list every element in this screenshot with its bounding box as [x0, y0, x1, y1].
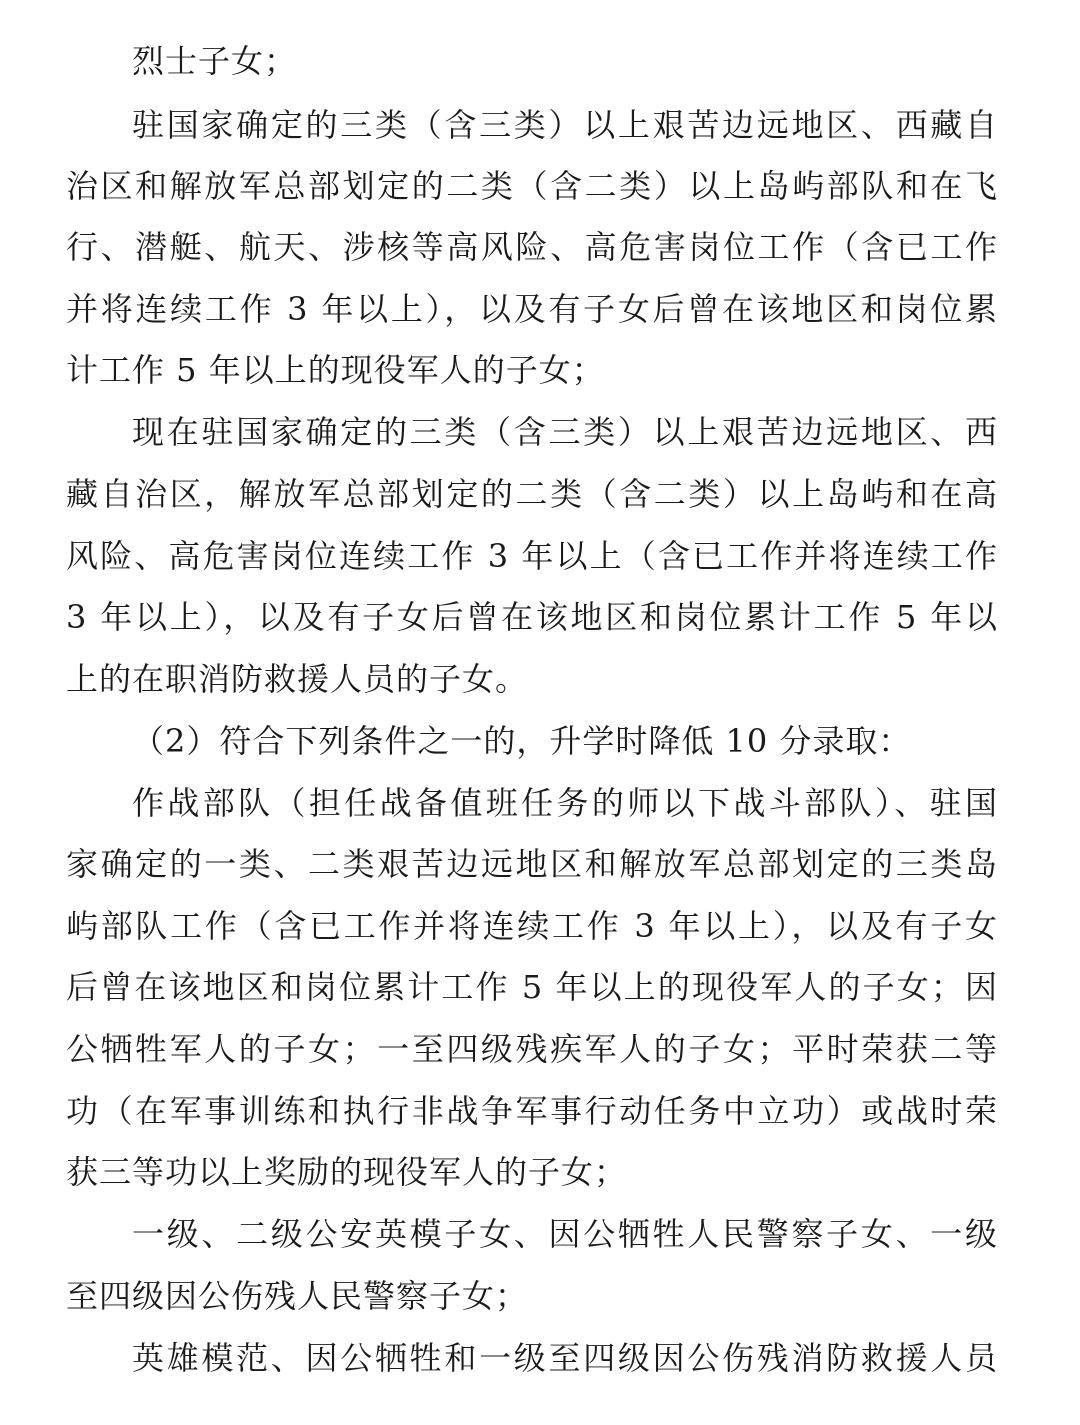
text-line: 上的在职消防救援人员的子女。	[66, 660, 529, 698]
text-line: 屿部队工作（含已工作并将连续工作 3 年以上），以及有子女	[66, 907, 998, 945]
text-line: 计工作 5 年以上的现役军人的子女；	[66, 351, 605, 389]
text-line: 后曾在该地区和岗位累计工作 5 年以上的现役军人的子女；因	[66, 968, 998, 1006]
text-line: 作战部队（担任战备值班任务的师以下战斗部队）、驻国	[132, 784, 998, 822]
text-line: 驻国家确定的三类（含三类）以上艰苦边远地区、西藏自	[132, 106, 998, 144]
text-line: 公牺牲军人的子女；一至四级残疾军人的子女；平时荣获二等	[66, 1030, 998, 1068]
text-line: 现在驻国家确定的三类（含三类）以上艰苦边远地区、西	[132, 413, 998, 451]
section-heading: （2）符合下列条件之一的，升学时降低 10 分录取：	[132, 722, 912, 760]
text-line: 藏自治区，解放军总部划定的二类（含二类）以上岛屿和在高	[66, 475, 998, 513]
text-line: 并将连续工作 3 年以上），以及有子女后曾在该地区和岗位累	[66, 290, 998, 328]
text-line: 行、潜艇、航天、涉核等高风险、高危害岗位工作（含已工作	[66, 228, 998, 266]
text-line: 功（在军事训练和执行非战争军事行动任务中立功）或战时荣	[66, 1092, 998, 1130]
text-line: 一级、二级公安英模子女、因公牺牲人民警察子女、一级	[132, 1215, 998, 1253]
text-line: 治区和解放军总部划定的二类（含二类）以上岛屿部队和在飞	[66, 167, 998, 205]
text-line: 烈士子女；	[132, 42, 298, 80]
text-line: 英雄模范、因公牺牲和一级至四级因公伤残消防救援人员	[132, 1339, 998, 1377]
text-line: 至四级因公伤残人民警察子女；	[66, 1277, 529, 1315]
text-line: 3 年以上），以及有子女后曾在该地区和岗位累计工作 5 年以	[66, 598, 998, 636]
text-line: 家确定的一类、二类艰苦边远地区和解放军总部划定的三类岛	[66, 845, 998, 883]
text-line: 获三等功以上奖励的现役军人的子女；	[66, 1153, 628, 1191]
text-line: 风险、高危害岗位连续工作 3 年以上（含已工作并将连续工作	[66, 537, 998, 575]
